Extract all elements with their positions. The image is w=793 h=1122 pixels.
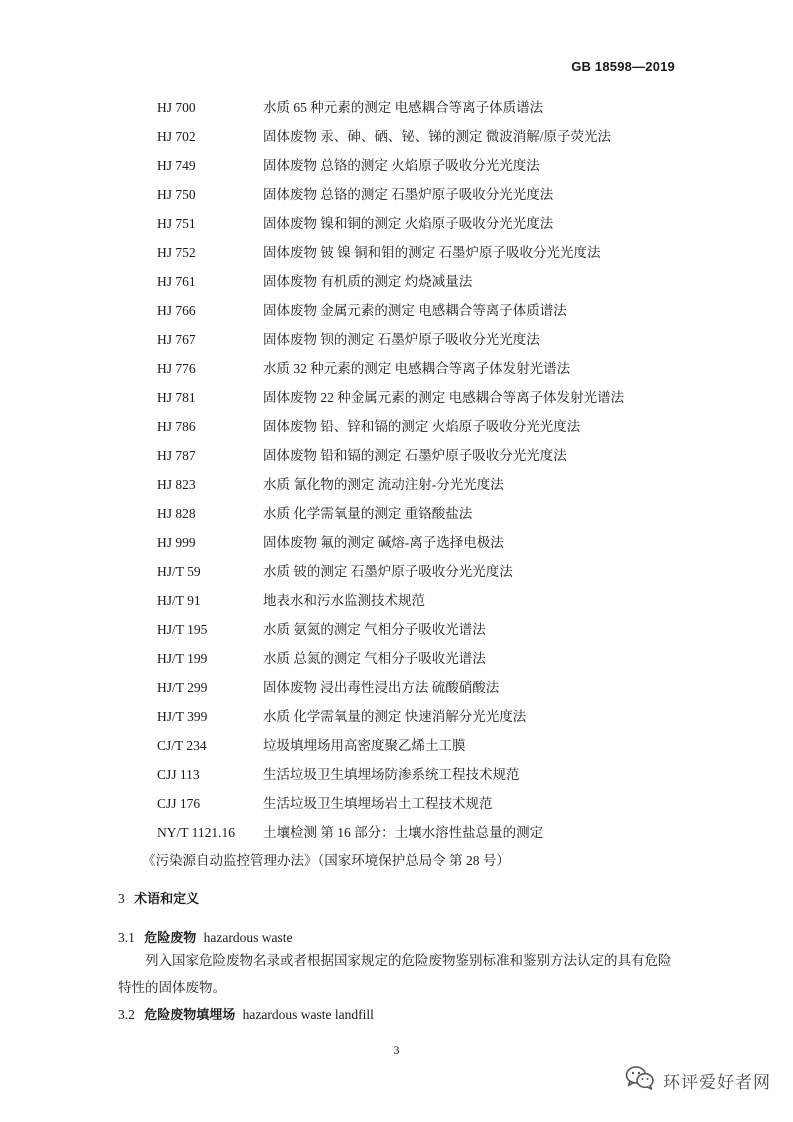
reference-row [0, 238, 793, 267]
reference-code: CJ/T 234 [157, 738, 207, 753]
reference-row [0, 267, 793, 296]
reference-code: HJ 752 [157, 245, 196, 260]
reference-title: 水质 铍的测定 石墨炉原子吸收分光光度法 [263, 564, 513, 579]
reference-row [0, 412, 793, 441]
reference-code: HJ 823 [157, 477, 196, 492]
reference-title: 固体废物 22 种金属元素的测定 电感耦合等离子体发射光谱法 [263, 390, 625, 405]
term-number: 3.2 [118, 1007, 135, 1022]
reference-row [0, 296, 793, 325]
reference-code: HJ 761 [157, 274, 196, 289]
reference-code: HJ 781 [157, 390, 196, 405]
reference-code: HJ/T 399 [157, 709, 208, 724]
reference-code: HJ 776 [157, 361, 196, 376]
reference-code: HJ/T 299 [157, 680, 208, 695]
reference-title: 水质 化学需氧量的测定 快速消解分光光度法 [263, 709, 527, 724]
reference-code: HJ 750 [157, 187, 196, 202]
reference-title: 水质 32 种元素的测定 电感耦合等离子体发射光谱法 [263, 361, 571, 376]
term-3-1-definition: 列入国家危险废物名录或者根据国家规定的危险废物鉴别标准和鉴别方法认定的具有危险特性的固体废物。 [118, 953, 672, 995]
reference-row [0, 586, 793, 615]
reference-row [0, 441, 793, 470]
reference-title: 土壤检测 第 16 部分：土壤水溶性盐总量的测定 [263, 825, 544, 840]
reference-row [0, 151, 793, 180]
reference-note: 《污染源自动监控管理办法》（国家环境保护总局令 第 28 号） [142, 853, 510, 868]
reference-row [0, 673, 793, 702]
term-title-cn: 危险废物填埋场 [144, 1008, 236, 1023]
reference-title: 固体废物 有机质的测定 灼烧减量法 [263, 274, 473, 289]
reference-row [0, 789, 793, 818]
reference-title: 固体废物 铍 镍 铜和钼的测定 石墨炉原子吸收分光光度法 [263, 245, 601, 260]
reference-code: CJJ 176 [157, 796, 201, 811]
reference-title: 固体废物 汞、砷、硒、铋、锑的测定 微波消解/原子荧光法 [263, 129, 611, 144]
reference-title: 水质 氨氮的测定 气相分子吸收光谱法 [263, 622, 486, 637]
reference-title: 生活垃圾卫生填埋场岩土工程技术规范 [263, 796, 493, 811]
reference-title: 固体废物 浸出毒性浸出方法 硫酸硝酸法 [263, 680, 500, 695]
reference-title: 固体废物 铅、锌和镉的测定 火焰原子吸收分光光度法 [263, 419, 581, 434]
reference-code: NY/T 1121.16 [157, 825, 236, 840]
reference-code: HJ 767 [157, 332, 196, 347]
reference-row [0, 760, 793, 789]
reference-title: 固体废物 钡的测定 石墨炉原子吸收分光光度法 [263, 332, 540, 347]
reference-code: HJ/T 91 [157, 593, 201, 608]
term-number: 3.1 [118, 930, 135, 945]
term-title-cn: 危险废物 [144, 931, 197, 946]
reference-title: 固体废物 镍和铜的测定 火焰原子吸收分光光度法 [263, 216, 554, 231]
term-title-en: hazardous waste landfill [242, 1007, 374, 1022]
reference-code: HJ 786 [157, 419, 196, 434]
reference-row [0, 325, 793, 354]
reference-title: 水质 氰化物的测定 流动注射-分光光度法 [263, 477, 504, 492]
watermark [625, 1065, 771, 1096]
reference-row [0, 731, 793, 760]
reference-row [0, 615, 793, 644]
reference-code: HJ 751 [157, 216, 196, 231]
reference-row [0, 93, 793, 122]
reference-title: 固体废物 总铬的测定 火焰原子吸收分光光度法 [263, 158, 540, 173]
reference-title: 固体废物 金属元素的测定 电感耦合等离子体质谱法 [263, 303, 567, 318]
reference-code: HJ 787 [157, 448, 196, 463]
reference-title: 垃圾填埋场用高密度聚乙烯土工膜 [263, 738, 466, 753]
reference-title: 水质 总氮的测定 气相分子吸收光谱法 [263, 651, 486, 666]
reference-title: 固体废物 氟的测定 碱熔-离子选择电极法 [263, 535, 504, 550]
reference-title: 水质 化学需氧量的测定 重铬酸盐法 [263, 506, 473, 521]
wechat-icon [625, 1065, 655, 1096]
reference-row [0, 354, 793, 383]
reference-title: 生活垃圾卫生填埋场防渗系统工程技术规范 [263, 767, 520, 782]
page-number: 3 [393, 1043, 400, 1057]
reference-code: HJ 700 [157, 100, 196, 115]
normative-references-list [0, 93, 793, 847]
reference-row [0, 470, 793, 499]
reference-code: HJ 766 [157, 303, 196, 318]
watermark-text: 环评爱好者网 [663, 1073, 771, 1093]
reference-row [0, 644, 793, 673]
reference-row [0, 209, 793, 238]
section-number: 3 [118, 891, 125, 906]
reference-code: HJ 828 [157, 506, 196, 521]
reference-code: HJ 702 [157, 129, 196, 144]
reference-row [0, 528, 793, 557]
reference-title: 固体废物 铅和镉的测定 石墨炉原子吸收分光光度法 [263, 448, 567, 463]
reference-title: 地表水和污水监测技术规范 [263, 593, 425, 608]
reference-code: HJ/T 199 [157, 651, 208, 666]
reference-title: 固体废物 总铬的测定 石墨炉原子吸收分光光度法 [263, 187, 554, 202]
reference-row [0, 383, 793, 412]
term-3-2-heading [118, 1004, 374, 1023]
reference-row [0, 818, 793, 847]
reference-row [0, 557, 793, 586]
standard-code: GB 18598—2019 [571, 59, 675, 74]
reference-code: HJ 749 [157, 158, 196, 173]
section-3-heading [118, 888, 199, 907]
reference-row [0, 180, 793, 209]
reference-row [0, 499, 793, 528]
reference-title: 水质 65 种元素的测定 电感耦合等离子体质谱法 [263, 100, 544, 115]
reference-code: CJJ 113 [157, 767, 200, 782]
reference-code: HJ/T 59 [157, 564, 201, 579]
term-3-1-heading [118, 927, 292, 946]
reference-row [0, 702, 793, 731]
term-title-en: hazardous waste [203, 930, 293, 945]
reference-row [0, 122, 793, 151]
reference-code: HJ/T 195 [157, 622, 208, 637]
section-title: 术语和定义 [134, 892, 200, 907]
reference-code: HJ 999 [157, 535, 196, 550]
